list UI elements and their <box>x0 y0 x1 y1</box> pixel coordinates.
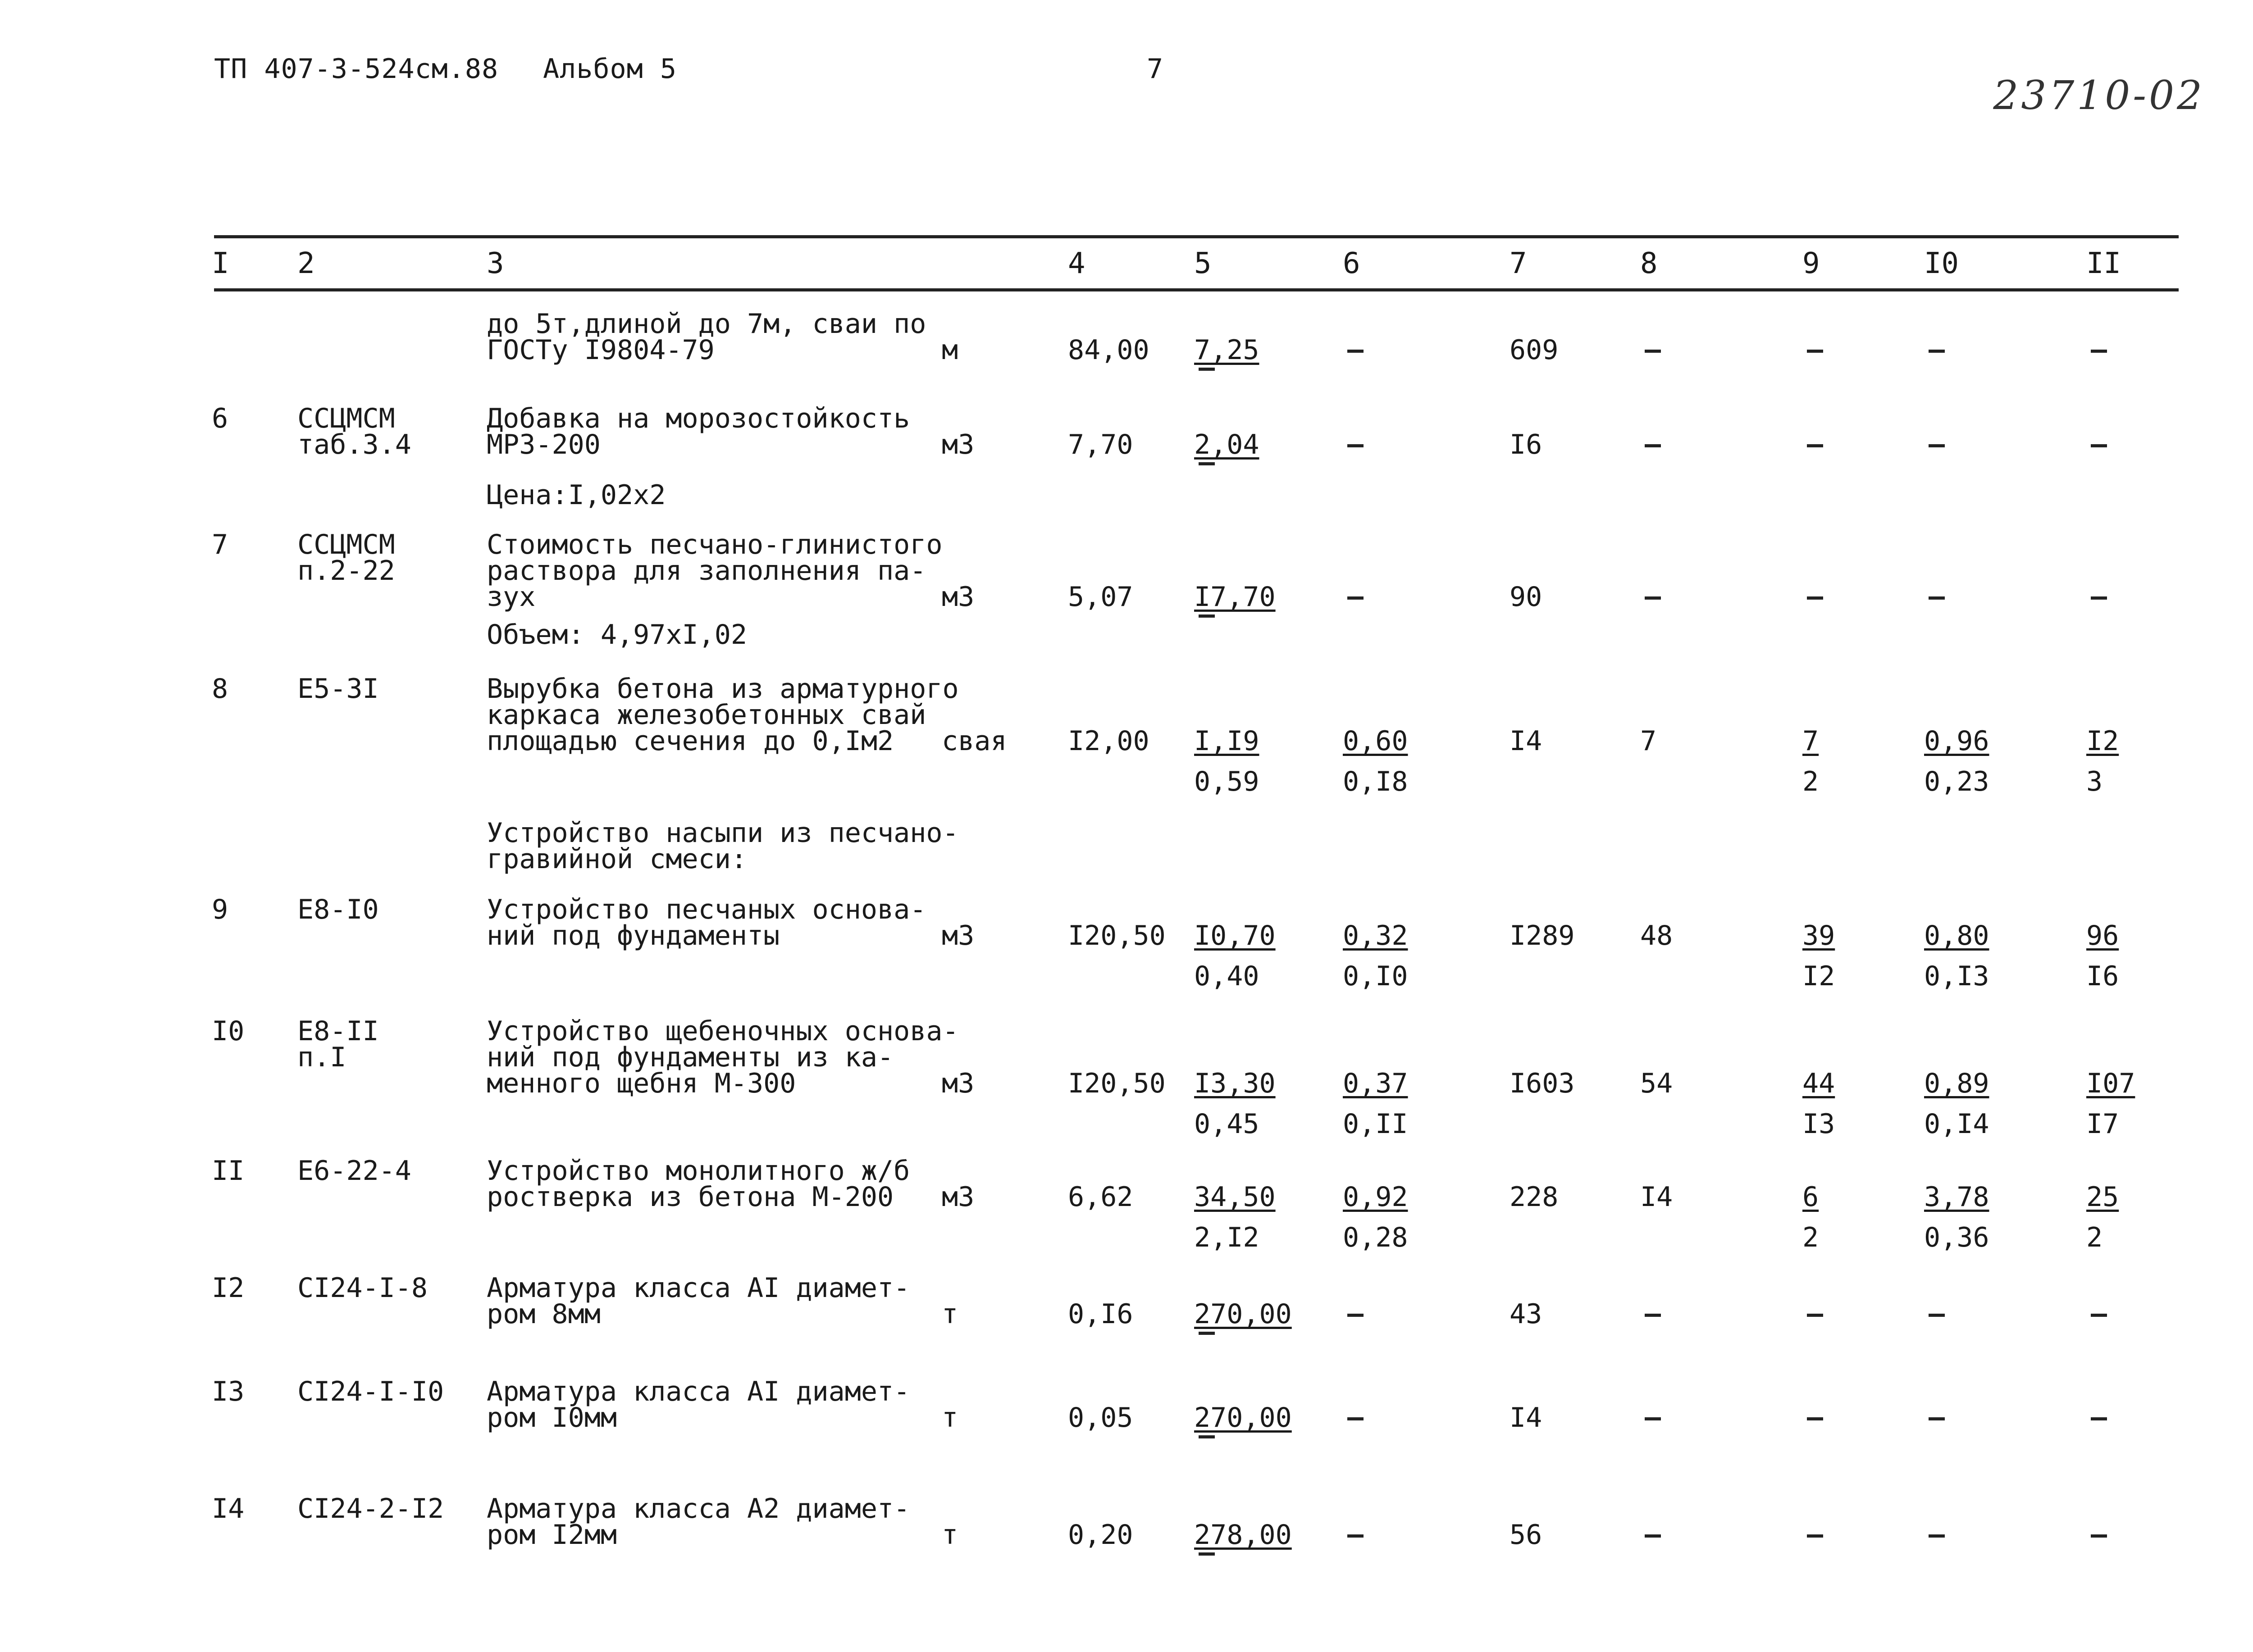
col-10-value <box>1929 596 1945 600</box>
col-11-value: I2 <box>2086 725 2119 757</box>
unit: м3 <box>942 581 975 613</box>
machine-cost <box>1347 444 1364 447</box>
total-cost: I6 <box>1510 429 1542 460</box>
unit-cost-wages: 2,I2 <box>1194 1222 1259 1253</box>
total-cost: 56 <box>1510 1519 1542 1551</box>
col-9-value <box>1807 1314 1823 1317</box>
underscore-mark <box>1199 1435 1215 1438</box>
table-top-rule <box>214 235 2179 238</box>
col-9-sub: I2 <box>1802 960 1835 992</box>
column-number-10: I0 <box>1924 247 1959 280</box>
machine-cost: 0,92 <box>1343 1181 1408 1213</box>
column-number-1: I <box>212 247 229 280</box>
row-number: 9 <box>212 894 228 925</box>
total-wages <box>1645 1534 1661 1538</box>
col-11-value: 96 <box>2086 920 2119 951</box>
unit: т <box>942 1402 958 1434</box>
col-11-value <box>2091 1417 2107 1420</box>
unit-cost: I0,70 <box>1194 920 1276 951</box>
total-cost: 43 <box>1510 1298 1542 1330</box>
total-cost: I4 <box>1510 725 1542 757</box>
machine-cost <box>1347 1314 1364 1317</box>
machine-cost <box>1347 1534 1364 1538</box>
col-9-value: 39 <box>1802 920 1835 951</box>
row-note: Объем: 4,97хI,02 <box>487 619 747 651</box>
total-wages: I4 <box>1640 1181 1673 1213</box>
col-10-value: 0,89 <box>1924 1068 1989 1099</box>
unit: т <box>942 1298 958 1330</box>
col-10-value: 0,80 <box>1924 920 1989 951</box>
machine-wages: 0,I0 <box>1343 960 1408 992</box>
col-9-value <box>1807 596 1823 600</box>
rate-code: Е6-22-4 <box>297 1155 411 1187</box>
col-9-value <box>1807 350 1823 353</box>
machine-cost: 0,60 <box>1343 725 1408 757</box>
col-9-value <box>1807 1534 1823 1538</box>
machine-wages: 0,II <box>1343 1108 1408 1140</box>
quantity: 0,20 <box>1068 1519 1133 1551</box>
column-number-3: 3 <box>487 247 504 280</box>
quantity: 0,I6 <box>1068 1298 1133 1330</box>
col-10-sub: 0,I4 <box>1924 1108 1989 1140</box>
row-number: 6 <box>212 403 228 434</box>
work-description: Арматура класса АI диамет- ром 8мм <box>487 1272 910 1330</box>
col-10-value: 0,96 <box>1924 725 1989 757</box>
underscore-mark <box>1199 462 1215 465</box>
col-11-value <box>2091 444 2107 447</box>
row-number: I4 <box>212 1493 245 1525</box>
col-11-value: 25 <box>2086 1181 2119 1213</box>
work-description: до 5т,длиной до 7м, сваи по ГОСТу I9804-79 <box>487 308 926 366</box>
handwritten-number: 23710-02 <box>1993 72 2205 118</box>
total-cost: 90 <box>1510 581 1542 613</box>
row-number: I3 <box>212 1376 245 1407</box>
unit-cost: 278,00 <box>1194 1519 1292 1551</box>
machine-cost <box>1347 350 1364 353</box>
col-9-value <box>1807 1417 1823 1420</box>
rate-code: СI24-I-8 <box>297 1272 428 1304</box>
quantity: I20,50 <box>1068 1068 1166 1099</box>
col-11-value <box>2091 1534 2107 1538</box>
total-wages <box>1645 350 1661 353</box>
column-number-7: 7 <box>1510 247 1527 280</box>
col-11-value: I07 <box>2086 1068 2135 1099</box>
rate-code: Е5-3I <box>297 673 379 705</box>
total-wages <box>1645 444 1661 447</box>
work-description: Арматура класса А2 диамет- ром I2мм <box>487 1493 910 1551</box>
unit-cost-wages: 0,45 <box>1194 1108 1259 1140</box>
quantity: 7,70 <box>1068 429 1133 460</box>
quantity: 6,62 <box>1068 1181 1133 1213</box>
col-10-sub: 0,23 <box>1924 766 1989 797</box>
work-description: Устройство песчаных основа- ний под фундаменты <box>487 894 926 951</box>
machine-cost <box>1347 1417 1364 1420</box>
rate-code: СI24-2-I2 <box>297 1493 444 1525</box>
column-number-5: 5 <box>1194 247 1212 280</box>
total-wages: 7 <box>1640 725 1657 757</box>
col-9-value: 6 <box>1802 1181 1819 1213</box>
machine-wages: 0,28 <box>1343 1222 1408 1253</box>
quantity: 84,00 <box>1068 334 1149 366</box>
unit: м3 <box>942 1181 975 1213</box>
col-11-value <box>2091 1314 2107 1317</box>
rate-code: Е8-I0 <box>297 894 379 925</box>
unit-cost: 270,00 <box>1194 1298 1292 1330</box>
unit: м3 <box>942 1068 975 1099</box>
underscore-mark <box>1199 368 1215 371</box>
quantity: I20,50 <box>1068 920 1166 951</box>
quantity: 0,05 <box>1068 1402 1133 1434</box>
col-11-value <box>2091 350 2107 353</box>
machine-wages: 0,I8 <box>1343 766 1408 797</box>
rate-code: Е8-II п.I <box>297 1015 379 1073</box>
unit: т <box>942 1519 958 1551</box>
row-number: 7 <box>212 529 228 560</box>
unit-cost: 7,25 <box>1194 334 1259 366</box>
underscore-mark <box>1199 614 1215 618</box>
unit-cost: 270,00 <box>1194 1402 1292 1434</box>
rate-code: ССЦМСМ таб.3.4 <box>297 403 411 460</box>
quantity: 5,07 <box>1068 581 1133 613</box>
work-description: Устройство щебеночных основа- ний под фундаменты из ка- менного щебня М-300 <box>487 1015 959 1099</box>
col-10-value <box>1929 1417 1945 1420</box>
unit-cost: I,I9 <box>1194 725 1259 757</box>
col-11-sub: 3 <box>2086 766 2103 797</box>
col-11-sub: I7 <box>2086 1108 2119 1140</box>
col-9-value: 7 <box>1802 725 1819 757</box>
column-number-11: II <box>2086 247 2121 280</box>
work-description: Добавка на морозостойкость МРЗ-200 <box>487 403 910 460</box>
unit-cost-wages: 0,59 <box>1194 766 1259 797</box>
col-10-sub: 0,I3 <box>1924 960 1989 992</box>
col-11-value <box>2091 596 2107 600</box>
table-header-rule <box>214 288 2179 291</box>
row-number: II <box>212 1155 245 1187</box>
album-label: Альбом 5 <box>543 53 677 85</box>
col-10-value <box>1929 1314 1945 1317</box>
total-wages: 54 <box>1640 1068 1673 1099</box>
quantity: I2,00 <box>1068 725 1149 757</box>
rate-code: СI24-I-I0 <box>297 1376 444 1407</box>
total-cost: I4 <box>1510 1402 1542 1434</box>
unit: м <box>942 334 958 366</box>
unit: м3 <box>942 429 975 460</box>
work-description: Вырубка бетона из арматурного каркаса железобетонных свай площадью сечения до 0,Iм2 <box>487 673 959 757</box>
unit-cost: 34,50 <box>1194 1181 1276 1213</box>
machine-cost: 0,32 <box>1343 920 1408 951</box>
page-number: 7 <box>1147 53 1164 85</box>
work-description: Устройство монолитного ж/б ростверка из бетона М-200 <box>487 1155 910 1213</box>
total-wages <box>1645 1417 1661 1420</box>
document-code: ТП 407-3-524см.88 <box>214 53 499 85</box>
machine-cost <box>1347 596 1364 600</box>
unit-cost: I3,30 <box>1194 1068 1276 1099</box>
total-wages <box>1645 596 1661 600</box>
col-10-value <box>1929 444 1945 447</box>
unit-cost: I7,70 <box>1194 581 1276 613</box>
col-10-value: 3,78 <box>1924 1181 1989 1213</box>
row-note: Цена:I,02х2 <box>487 479 666 511</box>
column-number-9: 9 <box>1802 247 1820 280</box>
total-wages <box>1645 1314 1661 1317</box>
col-10-value <box>1929 1534 1945 1538</box>
column-number-4: 4 <box>1068 247 1085 280</box>
underscore-mark <box>1199 1332 1215 1335</box>
col-9-value: 44 <box>1802 1068 1835 1099</box>
col-11-sub: 2 <box>2086 1222 2103 1253</box>
total-cost: I289 <box>1510 920 1575 951</box>
work-description: Устройство насыпи из песчано- гравийной смеси: <box>487 817 959 875</box>
work-description: Стоимость песчано-глинистого раствора для заполнения па- зух <box>487 529 943 613</box>
row-number: 8 <box>212 673 228 705</box>
unit: свая <box>942 725 1007 757</box>
unit-cost-wages: 0,40 <box>1194 960 1259 992</box>
total-cost: I603 <box>1510 1068 1575 1099</box>
row-number: I0 <box>212 1015 245 1047</box>
row-number: I2 <box>212 1272 245 1304</box>
machine-cost: 0,37 <box>1343 1068 1408 1099</box>
total-wages: 48 <box>1640 920 1673 951</box>
col-11-sub: I6 <box>2086 960 2119 992</box>
col-9-value <box>1807 444 1823 447</box>
col-9-sub: 2 <box>1802 766 1819 797</box>
col-10-value <box>1929 350 1945 353</box>
col-10-sub: 0,36 <box>1924 1222 1989 1253</box>
work-description: Арматура класса АI диамет- ром I0мм <box>487 1376 910 1434</box>
col-9-sub: I3 <box>1802 1108 1835 1140</box>
underscore-mark <box>1199 1552 1215 1556</box>
col-9-sub: 2 <box>1802 1222 1819 1253</box>
rate-code: ССЦМСМ п.2-22 <box>297 529 395 587</box>
unit-cost: 2,04 <box>1194 429 1259 460</box>
unit: м3 <box>942 920 975 951</box>
column-number-2: 2 <box>297 247 315 280</box>
column-number-6: 6 <box>1343 247 1360 280</box>
total-cost: 228 <box>1510 1181 1559 1213</box>
column-number-8: 8 <box>1640 247 1658 280</box>
total-cost: 609 <box>1510 334 1559 366</box>
